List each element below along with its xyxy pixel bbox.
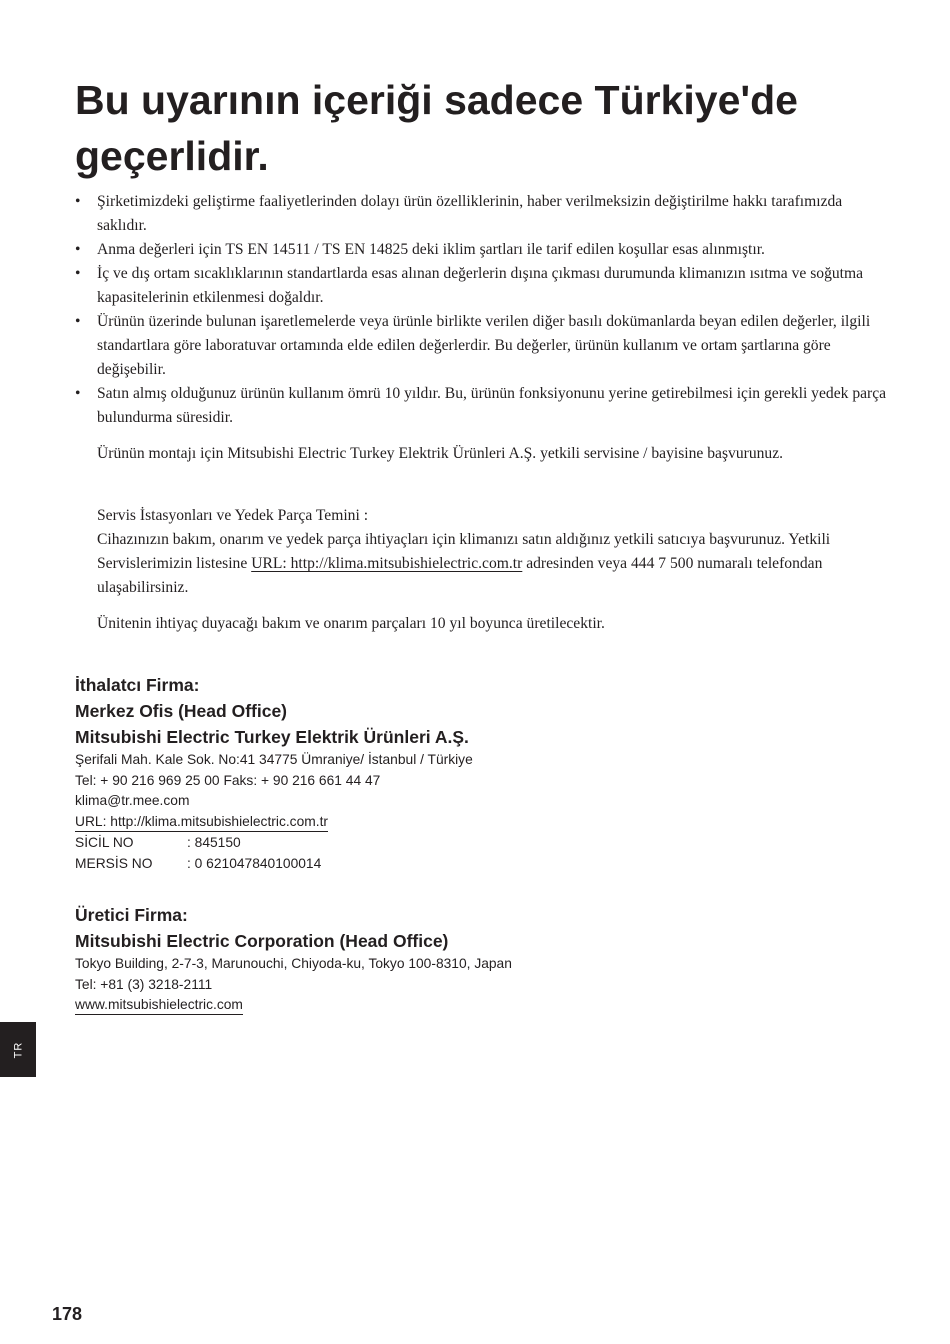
service-paragraph xyxy=(97,504,892,600)
parts-paragraph: Ünitenin ihtiyaç duyacağı bakım ve onarım parçaları 10 yıl boyunca üretilecektir. xyxy=(97,615,605,632)
manufacturer-address: Tokyo Building, 2-7-3, Marunouchi, Chiyoda-ku, Tokyo 100-8310, Japan xyxy=(75,956,512,971)
importer-email: klima@tr.mee.com xyxy=(75,793,190,809)
sicil-value: : 845150 xyxy=(187,834,241,850)
importer-block xyxy=(75,672,775,874)
importer-address: Şerifali Mah. Kale Sok. No:41 34775 Ümraniye/ İstanbul / Türkiye xyxy=(75,752,473,767)
service-text-after: adresinden veya 444 7 500 numaralı telefondan ulaşabilirsiniz. xyxy=(97,555,823,596)
list-item: • Anma değerleri için TS EN 14511 / TS EN 14825 deki iklim şartları ile tarif edilen koşullar esas alınmıştır. xyxy=(75,238,890,262)
sicil-label: SİCİL NO xyxy=(75,834,134,850)
importer-company: Mitsubishi Electric Turkey Elektrik Ürünleri A.Ş. xyxy=(75,727,469,747)
mersis-label: MERSİS NO xyxy=(75,855,153,871)
list-item: • Satın almış olduğunuz ürünün kullanım ömrü 10 yıldır. Bu, ürünün fonksiyonunu yerine getirebilmesi için gerekli yedek parça bulundurma süresidir. xyxy=(75,382,890,430)
list-item: • İç ve dış ortam sıcaklıklarının standartlarda esas alınan değerlerin dışına çıkması durumunda klimanızın ısıtma ve soğutma kapasitelerinin etkilenmesi doğaldır. xyxy=(75,262,890,310)
sicil-row xyxy=(75,833,775,854)
importer-label: İthalatcı Firma: xyxy=(75,675,200,695)
notice-list xyxy=(75,190,890,430)
manufacturer-phone: Tel: +81 (3) 3218-2111 xyxy=(75,976,213,992)
importer-url-link[interactable]: URL: http://klima.mitsubishielectric.com.tr xyxy=(75,813,328,832)
montage-paragraph: Ürünün montajı için Mitsubishi Electric Turkey Elektrik Ürünleri A.Ş. yetkili servisine / bayisine başvurunuz. xyxy=(97,445,784,462)
mersis-row xyxy=(75,854,775,875)
language-tab xyxy=(0,1022,36,1077)
importer-office: Merkez Ofis (Head Office) xyxy=(75,701,287,721)
list-item: • Ürünün üzerinde bulunan işaretlemelerde veya ürünle birlikte verilen diğer basılı dokümanlarda beyan edilen değerler, ilgili standartlara göre laboratuvar ortamında elde edilen değerlerdir. Bu değerler, ürünün kullanım ve ortam şartlarına göre değişebilir. xyxy=(75,310,890,382)
manufacturer-block xyxy=(75,902,775,1016)
page-number: 178 xyxy=(52,1304,83,1324)
mersis-value: : 0 621047840100014 xyxy=(187,855,322,871)
manufacturer-company: Mitsubishi Electric Corporation (Head Office) xyxy=(75,931,449,951)
service-text-before: Cihazınızın bakım, onarım ve yedek parça ihtiyaçları için klimanızı satın aldığınız yetkili satıcıya başvurunuz. Yetkili Servislerimizin listesine xyxy=(97,531,831,572)
list-item: • Şirketimizdeki geliştirme faaliyetlerinden dolayı ürün özelliklerinin, haber verilmeksizin değiştirilme hakkı tarafımızda saklıdır. xyxy=(75,190,890,238)
service-url-link[interactable]: URL: http://klima.mitsubishielectric.com.tr xyxy=(251,555,523,572)
service-body xyxy=(97,528,892,600)
importer-phone: Tel: + 90 216 969 25 00 Faks: + 90 216 661 44 47 xyxy=(75,772,381,788)
manufacturer-label: Üretici Firma: xyxy=(75,905,188,925)
manufacturer-website-link[interactable]: www.mitsubishielectric.com xyxy=(75,996,243,1015)
service-heading: Servis İstasyonları ve Yedek Parça Temini : xyxy=(97,507,369,524)
page-title: Bu uyarının içeriği sadece Türkiye'de geçerlidir. xyxy=(75,77,798,179)
language-tab-label: TR xyxy=(11,1041,24,1058)
